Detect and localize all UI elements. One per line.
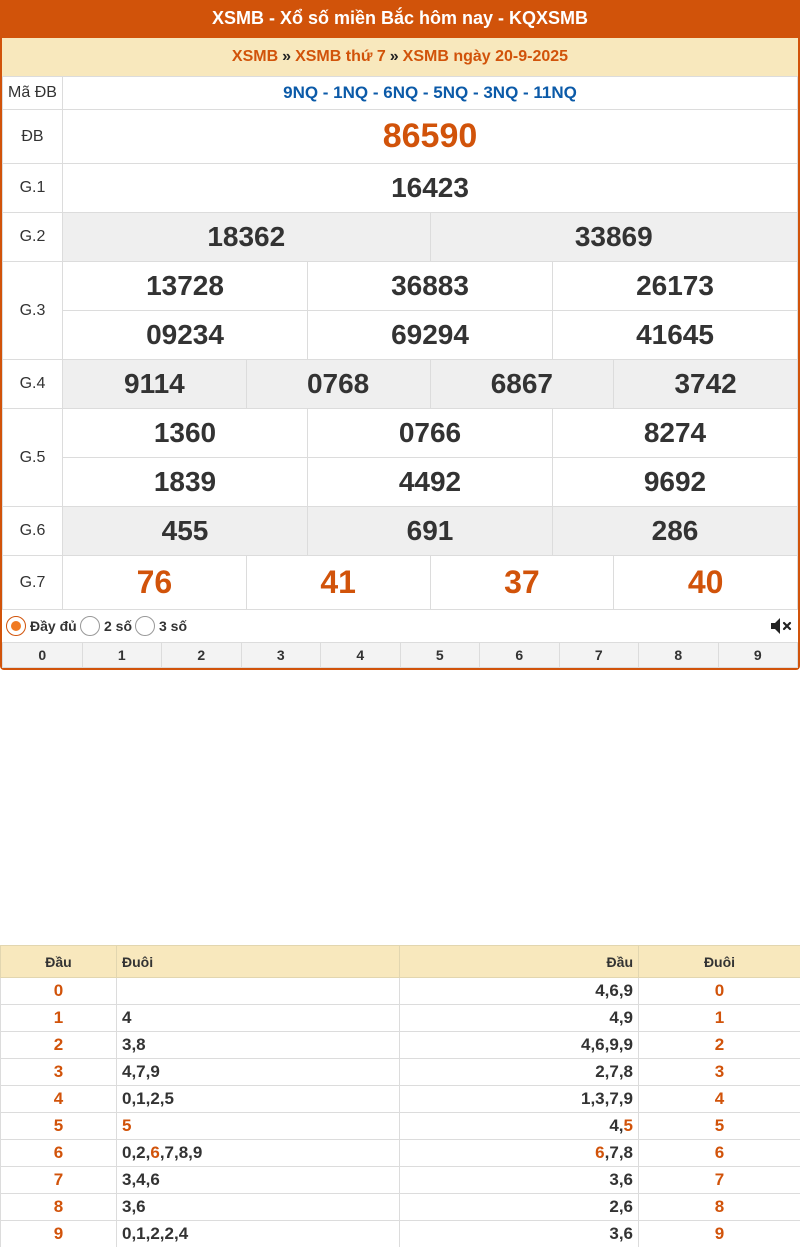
loto-tail-digit: 9 xyxy=(639,1221,800,1247)
loto-tail-list: 4,7,9 xyxy=(117,1059,400,1086)
prize-label: G.2 xyxy=(3,213,63,262)
loto-head-list: 2,6 xyxy=(400,1194,639,1221)
loto-head-list: 2,7,8 xyxy=(400,1059,639,1086)
option-label: 3 số xyxy=(159,618,188,634)
special-code-row xyxy=(3,77,798,110)
column-header-tail-2: Đuôi xyxy=(639,946,800,978)
prize-row-g5 xyxy=(3,409,798,458)
loto-head-list: 1,3,7,9 xyxy=(400,1086,639,1113)
loto-tail-digit: 6 xyxy=(639,1140,800,1167)
prize-number: 16423 xyxy=(63,164,798,213)
prize-number: 9114 xyxy=(63,360,247,409)
loto-tail-digit: 5 xyxy=(639,1113,800,1140)
breadcrumb-link-date[interactable]: XSMB ngày 20-9-2025 xyxy=(402,48,569,65)
loto-head-digit: 4 xyxy=(1,1086,117,1113)
loto-head-digit: 7 xyxy=(1,1167,117,1194)
loto-tail-list xyxy=(117,978,400,1005)
digit-filter-4[interactable]: 4 xyxy=(321,643,401,668)
prize-number: 37 xyxy=(430,556,614,610)
loto-head-list: 6,7,8 xyxy=(400,1140,639,1167)
prize-label: Mã ĐB xyxy=(3,77,63,110)
loto-head-list: 4,6,9,9 xyxy=(400,1032,639,1059)
digit-filter-8[interactable]: 8 xyxy=(639,643,719,668)
option-3-digits[interactable] xyxy=(135,616,187,636)
prize-row-g3 xyxy=(3,262,798,311)
loto-tail-digit: 7 xyxy=(639,1167,800,1194)
option-label: 2 số xyxy=(104,618,133,634)
digit-filter-2[interactable]: 2 xyxy=(162,643,242,668)
prize-number: 8274 xyxy=(553,409,798,458)
column-header-head: Đầu xyxy=(1,946,117,978)
loto-tail-list: 0,1,2,5 xyxy=(117,1086,400,1113)
table-row xyxy=(1,978,800,1005)
prize-number: 286 xyxy=(553,507,798,556)
loto-head-digit: 6 xyxy=(1,1140,117,1167)
loto-head-list: 4,5 xyxy=(400,1113,639,1140)
breadcrumb xyxy=(2,38,798,76)
loto-tail-list: 0,1,2,2,4 xyxy=(117,1221,400,1247)
option-2-digits[interactable] xyxy=(80,616,132,636)
loto-tail-digit: 2 xyxy=(639,1032,800,1059)
table-row xyxy=(1,1086,800,1113)
column-header-head-2: Đầu xyxy=(400,946,639,978)
loto-tail-digit: 1 xyxy=(639,1005,800,1032)
prize-label: G.6 xyxy=(3,507,63,556)
loto-head-digit: 8 xyxy=(1,1194,117,1221)
option-full[interactable] xyxy=(6,616,77,636)
prize-number: 18362 xyxy=(63,213,431,262)
loto-tail-list: 3,8 xyxy=(117,1032,400,1059)
prize-number: 1839 xyxy=(63,458,308,507)
table-row xyxy=(1,1167,800,1194)
prize-row-g7 xyxy=(3,556,798,610)
loto-tail-list: 3,4,6 xyxy=(117,1167,400,1194)
prize-number: 0766 xyxy=(308,409,553,458)
prize-number: 3742 xyxy=(614,360,798,409)
loto-head-digit: 9 xyxy=(1,1221,117,1247)
prize-number: 0768 xyxy=(246,360,430,409)
table-row xyxy=(1,1005,800,1032)
prize-number: 40 xyxy=(614,556,798,610)
prize-row-special xyxy=(3,110,798,164)
prize-row-g2 xyxy=(3,213,798,262)
prize-row-g3-second xyxy=(3,311,798,360)
prize-number: 09234 xyxy=(63,311,308,360)
loto-head-digit: 5 xyxy=(1,1113,117,1140)
table-row xyxy=(1,1113,800,1140)
prize-label: G.7 xyxy=(3,556,63,610)
loto-head-list: 4,9 xyxy=(400,1005,639,1032)
prize-number: 13728 xyxy=(63,262,308,311)
loto-tail-list: 5 xyxy=(117,1113,400,1140)
breadcrumb-link-weekday[interactable]: XSMB thứ 7 xyxy=(295,48,386,65)
loto-tail-digit: 8 xyxy=(639,1194,800,1221)
digit-filter-bar xyxy=(2,642,798,668)
radio-selected-icon[interactable] xyxy=(6,616,26,636)
table-row xyxy=(1,1194,800,1221)
table-row xyxy=(1,1059,800,1086)
prize-number: 33869 xyxy=(430,213,798,262)
prize-number: 36883 xyxy=(308,262,553,311)
loto-tail-digit: 0 xyxy=(639,978,800,1005)
digit-filter-0[interactable]: 0 xyxy=(3,643,83,668)
table-row xyxy=(1,1140,800,1167)
loto-head-digit: 0 xyxy=(1,978,117,1005)
digit-filter-5[interactable]: 5 xyxy=(400,643,480,668)
prize-row-g4 xyxy=(3,360,798,409)
digit-filter-1[interactable]: 1 xyxy=(82,643,162,668)
results-table xyxy=(2,76,798,610)
prize-row-g1 xyxy=(3,164,798,213)
page-title: XSMB - Xổ số miền Bắc hôm nay - KQXSMB xyxy=(0,0,800,38)
breadcrumb-separator: » xyxy=(389,48,399,65)
digit-filter-9[interactable]: 9 xyxy=(718,643,798,668)
loto-tail-digit: 4 xyxy=(639,1086,800,1113)
display-options xyxy=(2,610,798,642)
prize-number: 26173 xyxy=(553,262,798,311)
table-row xyxy=(1,1032,800,1059)
prize-number: 691 xyxy=(308,507,553,556)
column-header-tail: Đuôi xyxy=(117,946,400,978)
table-row xyxy=(1,1221,800,1247)
special-code-value: 9NQ - 1NQ - 6NQ - 5NQ - 3NQ - 11NQ xyxy=(63,77,798,110)
loto-head-digit: 3 xyxy=(1,1059,117,1086)
prize-number: 6867 xyxy=(430,360,614,409)
loto-head-digit: 1 xyxy=(1,1005,117,1032)
prize-row-g6 xyxy=(3,507,798,556)
digit-filter-7[interactable]: 7 xyxy=(559,643,639,668)
prize-label: G.3 xyxy=(3,262,63,360)
loto-tail-list: 3,6 xyxy=(117,1194,400,1221)
prize-label: G.4 xyxy=(3,360,63,409)
breadcrumb-separator: » xyxy=(282,48,292,65)
loto-head-list: 3,6 xyxy=(400,1167,639,1194)
prize-row-g5-second xyxy=(3,458,798,507)
loto-head-list: 4,6,9 xyxy=(400,978,639,1005)
prize-number: 9692 xyxy=(553,458,798,507)
digit-filter-6[interactable]: 6 xyxy=(480,643,560,668)
loto-tail-list: 4 xyxy=(117,1005,400,1032)
prize-number: 4492 xyxy=(308,458,553,507)
prize-number: 1360 xyxy=(63,409,308,458)
prize-number: 69294 xyxy=(308,311,553,360)
volume-off-icon[interactable] xyxy=(768,614,792,638)
loto-head-list: 3,6 xyxy=(400,1221,639,1247)
prize-number: 41 xyxy=(246,556,430,610)
prize-label: G.1 xyxy=(3,164,63,213)
special-prize-number: 86590 xyxy=(63,110,798,164)
option-label: Đầy đủ xyxy=(30,618,77,634)
prize-number: 41645 xyxy=(553,311,798,360)
loto-tail-digit: 3 xyxy=(639,1059,800,1086)
prize-label: ĐB xyxy=(3,110,63,164)
radio-icon[interactable] xyxy=(135,616,155,636)
digit-filter-3[interactable]: 3 xyxy=(241,643,321,668)
radio-icon[interactable] xyxy=(80,616,100,636)
breadcrumb-link-xsmb[interactable]: XSMB xyxy=(231,48,279,65)
prize-label: G.5 xyxy=(3,409,63,507)
loto-tail-list: 0,2,6,7,8,9 xyxy=(117,1140,400,1167)
loto-head-tail-table xyxy=(0,945,800,1247)
prize-number: 76 xyxy=(63,556,247,610)
loto-head-digit: 2 xyxy=(1,1032,117,1059)
prize-number: 455 xyxy=(63,507,308,556)
